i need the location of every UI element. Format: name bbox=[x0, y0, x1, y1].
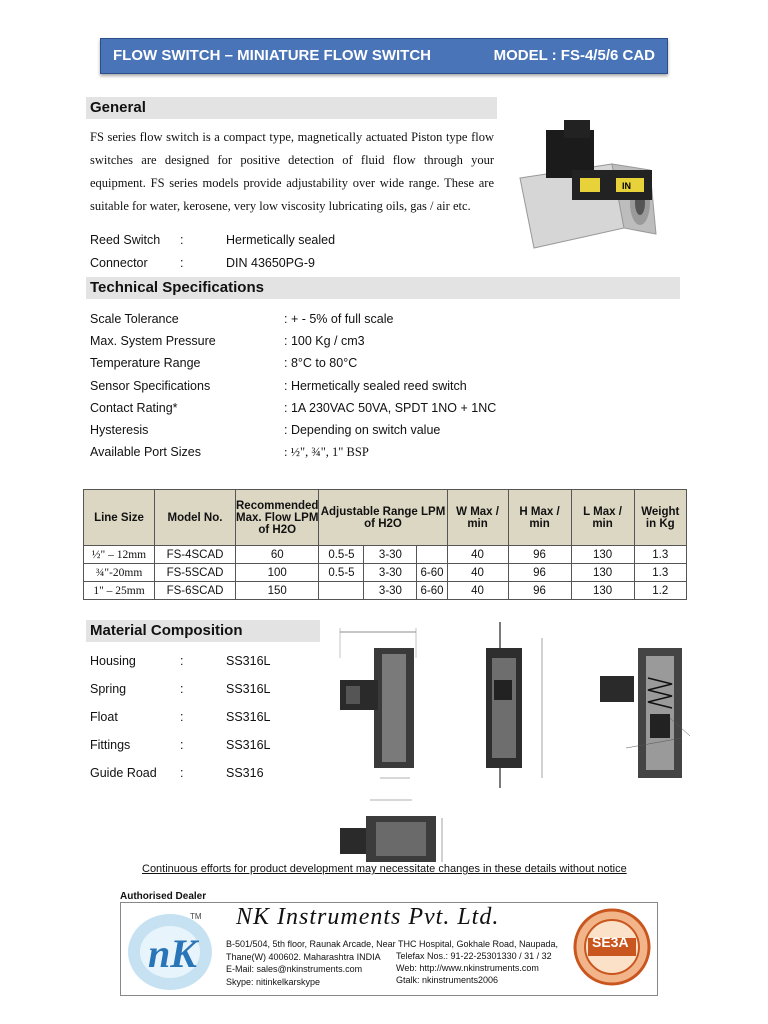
th-weight: Weight in Kg bbox=[634, 490, 686, 546]
mat-label-spring: Spring bbox=[90, 682, 127, 696]
svg-text:IN: IN bbox=[622, 181, 631, 191]
mat-label-fittings: Fittings bbox=[90, 738, 131, 752]
cell-h: 96 bbox=[508, 546, 571, 564]
connector-value: DIN 43650PG-9 bbox=[226, 256, 315, 270]
seal-text: SE3A bbox=[592, 934, 629, 950]
reed-switch-label: Reed Switch bbox=[90, 233, 161, 247]
cell-l: 130 bbox=[571, 582, 634, 600]
cell-model: FS-6SCAD bbox=[155, 582, 236, 600]
logo-text: nK bbox=[148, 931, 197, 976]
trademark-text: TM bbox=[190, 912, 202, 921]
tech-label-temp: Temperature Range bbox=[90, 356, 201, 370]
th-w: W Max / min bbox=[447, 490, 508, 546]
tech-value-ports: : ½", ¾", 1" BSP bbox=[284, 445, 369, 459]
cell-weight: 1.2 bbox=[634, 582, 686, 600]
cell-model: FS-5SCAD bbox=[155, 564, 236, 582]
technical-drawing bbox=[330, 618, 710, 868]
cell-range1: 0.5-5 bbox=[319, 546, 364, 564]
company-name: NK Instruments Pvt. Ltd. bbox=[236, 904, 500, 930]
cell-range1 bbox=[319, 582, 364, 600]
cell-range2: 3-30 bbox=[364, 582, 417, 600]
address-line2: Thane(W) 400602. Maharashtra INDIA bbox=[226, 952, 381, 962]
connector-label: Connector bbox=[90, 256, 148, 270]
cell-line: ¾"-20mm bbox=[84, 564, 155, 582]
front-view-drawing bbox=[340, 628, 416, 778]
top-view-drawing bbox=[340, 800, 442, 862]
gtalk: Gtalk: nkinstruments2006 bbox=[396, 975, 499, 985]
cell-rec: 60 bbox=[236, 546, 319, 564]
skype: Skype: nitinkelkarskype bbox=[226, 977, 321, 987]
product-photo bbox=[512, 108, 662, 258]
dealer-label: Authorised Dealer bbox=[120, 891, 207, 902]
mat-value-fittings: SS316L bbox=[226, 738, 271, 752]
cell-h: 96 bbox=[508, 582, 571, 600]
tech-label-hysteresis: Hysteresis bbox=[90, 423, 149, 437]
cell-line: ½" – 12mm bbox=[84, 546, 155, 564]
table-row bbox=[84, 564, 687, 582]
cell-l: 130 bbox=[571, 564, 634, 582]
th-recommended: Recommended Max. Flow LPM of H2O bbox=[236, 490, 319, 546]
tech-label-sensor: Sensor Specifications bbox=[90, 379, 211, 393]
website: Web: http://www.nkinstruments.com bbox=[396, 963, 539, 973]
mat-value-float: SS316L bbox=[226, 710, 271, 724]
cell-weight: 1.3 bbox=[634, 546, 686, 564]
cell-w: 40 bbox=[447, 546, 508, 564]
tech-value-pressure: : 100 Kg / cm3 bbox=[284, 334, 365, 348]
tech-value-hysteresis: : Depending on switch value bbox=[284, 423, 441, 437]
mat-value-spring: SS316L bbox=[226, 682, 271, 696]
table-header-row bbox=[84, 490, 687, 546]
material-heading: Material Composition bbox=[86, 620, 320, 642]
reed-switch-sep: : bbox=[180, 233, 184, 247]
tech-label-ports: Available Port Sizes bbox=[90, 445, 201, 459]
tech-value-scale: : + - 5% of full scale bbox=[284, 312, 394, 326]
notice-text: Continuous efforts for product development may necessitate changes in these details without notice bbox=[142, 863, 627, 875]
table-row bbox=[84, 546, 687, 564]
cell-range3: 6-60 bbox=[417, 582, 447, 600]
mat-value-guide: SS316 bbox=[226, 766, 264, 780]
section-view-drawing bbox=[600, 648, 690, 778]
cell-range3 bbox=[417, 546, 447, 564]
mat-sep-fittings: : bbox=[180, 738, 184, 752]
reed-switch-value: Hermetically sealed bbox=[226, 233, 336, 247]
general-heading: General bbox=[86, 97, 497, 119]
model-title: MODEL : FS-4/5/6 CAD bbox=[493, 47, 655, 64]
title-bar bbox=[100, 38, 668, 74]
mat-label-guide: Guide Road bbox=[90, 766, 157, 780]
tech-label-contact: Contact Rating* bbox=[90, 401, 178, 415]
spec-table bbox=[83, 489, 687, 600]
mat-sep-float: : bbox=[180, 710, 184, 724]
cell-rec: 100 bbox=[236, 564, 319, 582]
email: E-Mail: sales@nkinstruments.com bbox=[226, 964, 363, 974]
cell-model: FS-4SCAD bbox=[155, 546, 236, 564]
cell-l: 130 bbox=[571, 546, 634, 564]
connector-sep: : bbox=[180, 256, 184, 270]
cell-range2: 3-30 bbox=[364, 564, 417, 582]
mat-label-housing: Housing bbox=[90, 654, 136, 668]
mat-sep-guide: : bbox=[180, 766, 184, 780]
telefax: Telefax Nos.: 91-22-25301330 / 31 / 32 bbox=[396, 951, 552, 961]
mat-sep-spring: : bbox=[180, 682, 184, 696]
th-model: Model No. bbox=[155, 490, 236, 546]
cell-range1: 0.5-5 bbox=[319, 564, 364, 582]
mat-value-housing: SS316L bbox=[226, 654, 271, 668]
cell-w: 40 bbox=[447, 564, 508, 582]
tech-value-contact: : 1A 230VAC 50VA, SPDT 1NO + 1NC bbox=[284, 401, 497, 415]
th-adjustable: Adjustable Range LPM of H2O bbox=[319, 490, 447, 546]
cell-h: 96 bbox=[508, 564, 571, 582]
tech-value-sensor: : Hermetically sealed reed switch bbox=[284, 379, 467, 393]
mat-sep-housing: : bbox=[180, 654, 184, 668]
address-line1: B-501/504, 5th floor, Raunak Arcade, Near THC Hospital, Gokhale Road, Naupada, bbox=[226, 939, 559, 949]
mat-label-float: Float bbox=[90, 710, 118, 724]
tech-label-pressure: Max. System Pressure bbox=[90, 334, 216, 348]
general-paragraph: FS series flow switch is a compact type, magnetically actuated Piston type flow switches are designed for positive detection of fluid flow through your equipment. FS series models provide adjustability over wide range. These are suitable for water, kerosene, very low viscosity lubricating oils, gas / air etc. bbox=[90, 130, 494, 213]
cell-rec: 150 bbox=[236, 582, 319, 600]
th-line-size: Line Size bbox=[84, 490, 155, 546]
cell-weight: 1.3 bbox=[634, 564, 686, 582]
page-title: FLOW SWITCH – MINIATURE FLOW SWITCH bbox=[113, 47, 432, 64]
cell-w: 40 bbox=[447, 582, 508, 600]
table-row bbox=[84, 582, 687, 600]
cell-range2: 3-30 bbox=[364, 546, 417, 564]
tech-value-temp: : 8°C to 80°C bbox=[284, 356, 358, 370]
cell-line: 1" – 25mm bbox=[84, 582, 155, 600]
cell-range3: 6-60 bbox=[417, 564, 447, 582]
tech-label-scale: Scale Tolerance bbox=[90, 312, 179, 326]
tech-heading: Technical Specifications bbox=[86, 277, 680, 299]
th-l: L Max / min bbox=[571, 490, 634, 546]
side-view-drawing bbox=[486, 622, 542, 788]
th-h: H Max / min bbox=[508, 490, 571, 546]
